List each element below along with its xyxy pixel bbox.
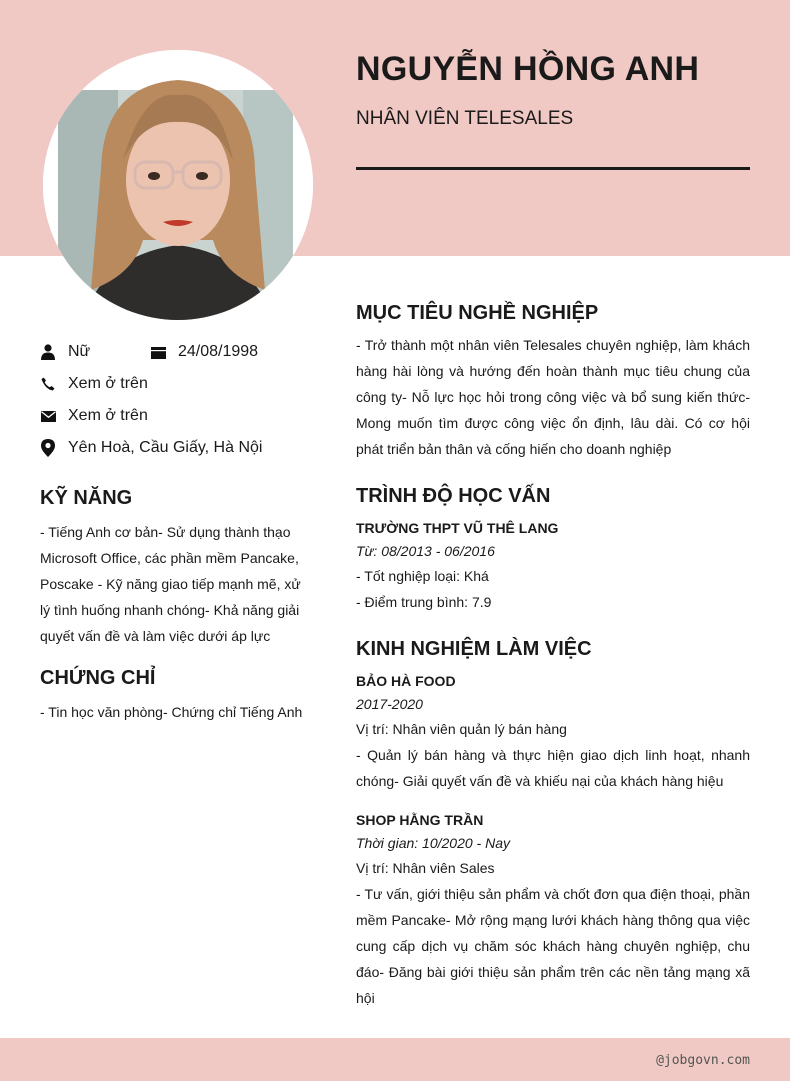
address-value: Yên Hoà, Cầu Giấy, Hà Nội [68, 439, 263, 456]
phone-icon [40, 376, 56, 392]
map-pin-icon [40, 440, 56, 456]
job-description: - Quản lý bán hàng và thực hiện giao dịch linh hoạt, nhanh chóng- Giải quyết vấn đề và khiếu nại của khách hàng hiệu [356, 747, 750, 789]
job-company: SHOP HẰNG TRẦN [356, 812, 484, 828]
job-company: BẢO HÀ FOOD [356, 673, 456, 689]
skills-text: - Tiếng Anh cơ bản- Sử dụng thành thạo Microsoft Office, các phần mềm Pancake, Poscake - Kỹ năng giao tiếp mạnh mẽ, xử lý tình huống nhanh chóng- Khả năng giải quyết vấn đề và làm việc dưới áp lực [40, 524, 301, 644]
header-divider [356, 167, 750, 170]
education-grade: - Tốt nghiệp loại: Khá [356, 568, 489, 584]
candidate-role: NHÂN VIÊN TELESALES [356, 108, 574, 129]
calendar-icon [150, 344, 166, 360]
job-period: Thời gian: 10/2020 - Nay [356, 835, 510, 851]
person-icon [40, 344, 56, 360]
job-period: 2017-2020 [356, 696, 423, 712]
objective-text: - Trở thành một nhân viên Telesales chuyên nghiệp, làm khách hàng hài lòng và hướng đến hoàn thành mục tiêu chung của công ty- Nỗ lực học hỏi trong công việc và bổ sung kiến thức- Mong muốn tìm được công việc ổn định, lâu dài. Có cơ hội phát triển bản thân và cống hiến cho doanh nghiệp [356, 337, 750, 457]
school-name: TRƯỜNG THPT VŨ THÊ LANG [356, 520, 559, 536]
address-row [40, 439, 262, 457]
objective-heading: MỤC TIÊU NGHỀ NGHIỆP [356, 302, 599, 324]
gender-value: Nữ [68, 343, 91, 360]
job-position: Vị trí: Nhân viên quản lý bán hàng [356, 721, 567, 737]
birthdate-row [150, 343, 258, 361]
education-period: Từ: 08/2013 - 06/2016 [356, 543, 495, 559]
certificates-text: - Tin học văn phòng- Chứng chỉ Tiếng Anh [40, 704, 303, 720]
candidate-name: NGUYỄN HỒNG ANH [356, 50, 700, 88]
phone-value: Xem ở trên [68, 375, 148, 392]
birthdate-value: 24/08/1998 [178, 343, 259, 360]
job-position: Vị trí: Nhân viên Sales [356, 860, 495, 876]
footer-watermark: @jobgovn.com [656, 1053, 750, 1068]
skills-heading: KỸ NĂNG [40, 487, 133, 509]
education-gpa: - Điểm trung bình: 7.9 [356, 594, 492, 610]
education-heading: TRÌNH ĐỘ HỌC VẤN [356, 485, 551, 507]
job-description: - Tư vấn, giới thiệu sản phẩm và chốt đơn qua điện thoại, phần mềm Pancake- Mở rộng mạng lưới khách hàng thông qua việc cung cấp dịch vụ chăm sóc khách hàng chuyên nghiệp, chu đáo- Đăng bài giới thiệu sản phẩm trên các nền tảng mạng xã hội [356, 886, 750, 1006]
envelope-icon [40, 408, 56, 424]
email-value: Xem ở trên [68, 407, 148, 424]
certificates-heading: CHỨNG CHỈ [40, 667, 156, 689]
profile-photo [43, 50, 313, 320]
experience-heading: KINH NGHIỆM LÀM VIỆC [356, 638, 592, 660]
phone-row [40, 375, 148, 393]
email-row [40, 407, 148, 425]
gender-row [40, 343, 90, 361]
